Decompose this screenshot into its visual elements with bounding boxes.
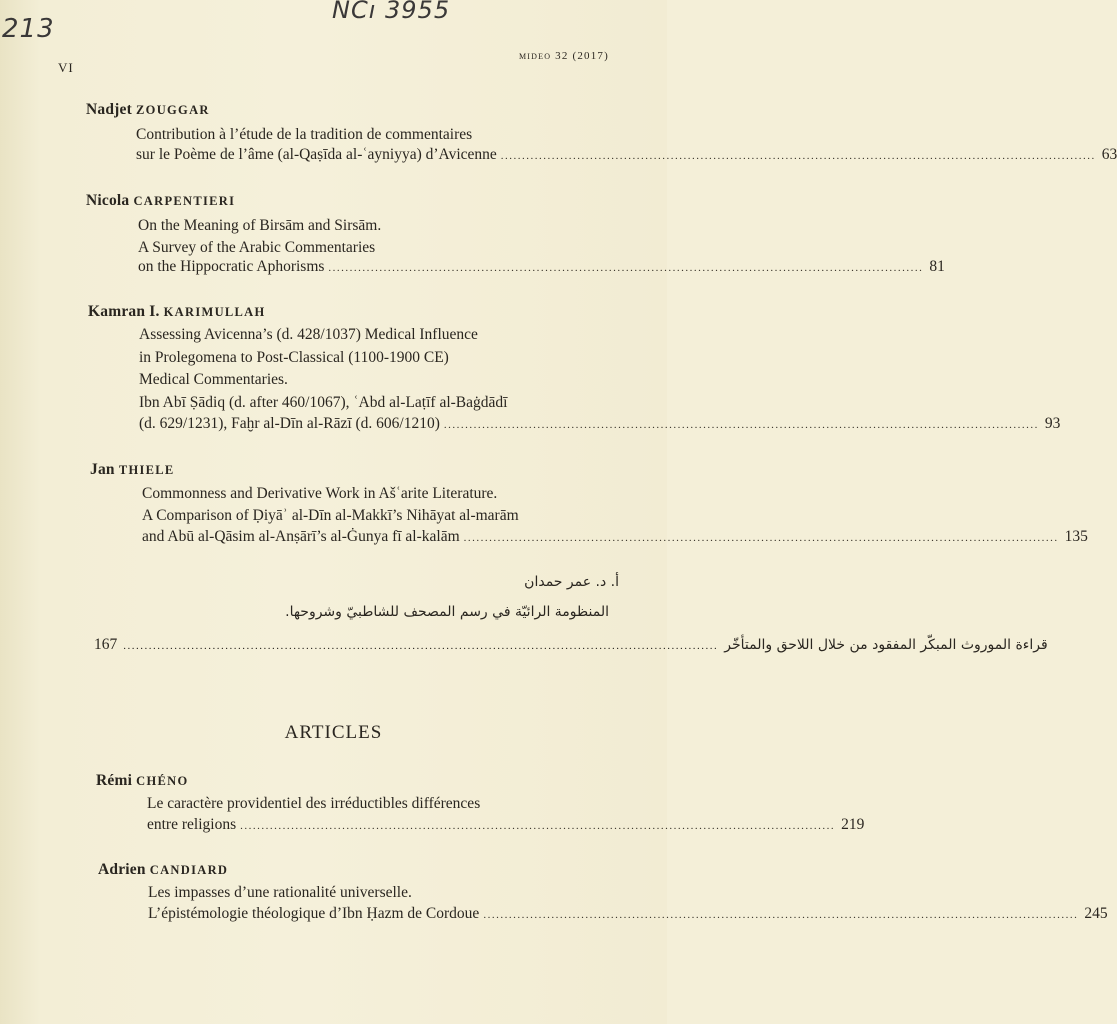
- entry-title-line: Contribution à l’étude de la tradition de commentaires: [136, 126, 473, 143]
- author-name: Nadjet ZOUGGAR: [86, 101, 210, 118]
- entry-title-line: Medical Commentaries.: [139, 371, 288, 388]
- entry-title-last-line: entre religions ............................................................................................................................................ 219: [147, 816, 865, 833]
- entry-title-line: A Survey of the Arabic Commentaries: [138, 239, 376, 256]
- entry-title-line: On the Meaning of Birsām and Sirsām.: [138, 217, 382, 234]
- page-number: 93: [1044, 415, 1061, 432]
- author-name: Kamran I. KARIMULLAH: [88, 303, 266, 320]
- entry-title-line: A Comparison of Ḍiyāʾ al-Dīn al-Makkī’s Nihāyat al-marām: [142, 507, 519, 524]
- page-folio: VI: [58, 60, 74, 75]
- author-name: Rémi CHÉNO: [96, 772, 189, 789]
- page-number: 135: [1064, 528, 1088, 545]
- entry-title-line: Commonness and Derivative Work in Ašʿarite Literature.: [142, 485, 498, 502]
- section-title: ARTICLES: [284, 722, 383, 743]
- page-number: 81: [929, 258, 945, 275]
- entry-title-line: Assessing Avicenna’s (d. 428/1037) Medical Influence: [139, 326, 478, 343]
- entry-title-line: Le caractère providentiel des irréductibles différences: [147, 795, 481, 812]
- page-number: 219: [841, 816, 865, 833]
- entry-title-last-line: sur le Poème de l’âme (al-Qaṣīda al-ʿayniyya) d’Avicenne ............................................................................................................................................ 63: [136, 146, 1117, 163]
- entry-title-last-line: on the Hippocratic Aphorisms ............................................................................................................................................ 81: [138, 258, 945, 275]
- handwritten-note-left: 213: [2, 14, 55, 44]
- author-name: Nicola CARPENTIERI: [86, 192, 236, 209]
- running-title: mideo 32 (2017): [518, 50, 609, 62]
- arabic-author-name: أ. د. عمر حمدان: [524, 574, 619, 590]
- author-name: Adrien CANDIARD: [98, 861, 229, 878]
- entry-title-line: Les impasses d’une rationalité universelle.: [148, 884, 412, 901]
- page-number: 167: [94, 636, 118, 653]
- entry-title-line: Ibn Abī Ṣādiq (d. after 460/1067), ʿAbd al-Laṭīf al-Baġdādī: [139, 394, 508, 411]
- arabic-title-line: المنظومة الرائيّة في رسم المصحف للشاطبيّ وشروحها.: [285, 604, 609, 620]
- entry-title-last-line: and Abū al-Qāsim al-Anṣārī’s al-Ġunya fī al-kalām ............................................................................................................................................ 135: [142, 528, 1088, 545]
- entry-title-last-line: L’épistémologie théologique d’Ibn Ḥazm de Cordoue ............................................................................................................................................ 245: [148, 905, 1108, 922]
- arabic-title-last-line: 167 ............................................................................................................................................ قراءة الموروث المبكّر المفقود من خلال اللاحق والمتأخّر: [94, 636, 1048, 653]
- author-name: Jan THIELE: [90, 461, 175, 478]
- entry-title-last-line: (d. 629/1231), Faḫr al-Dīn al-Rāzī (d. 606/1210) ............................................................................................................................................ 93: [139, 415, 1061, 432]
- page-number: 245: [1084, 905, 1108, 922]
- page-number: 63: [1101, 146, 1117, 163]
- handwritten-note-top: NCı 3955: [332, 0, 451, 24]
- entry-title-line: in Prolegomena to Post-Classical (1100-1900 CE): [139, 349, 449, 366]
